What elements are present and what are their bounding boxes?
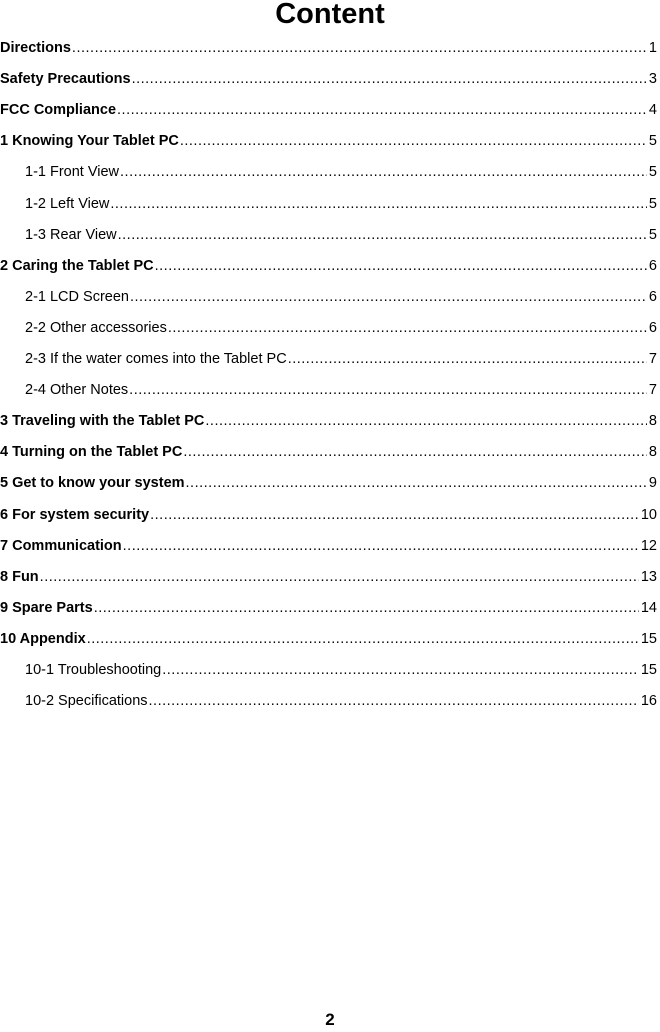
toc-entry-page: 5	[648, 164, 657, 181]
toc-entry-page: 7	[648, 382, 657, 399]
toc-entry-page: 3	[648, 71, 657, 88]
toc-entry[interactable]	[0, 468, 657, 492]
toc-entry-page: 8	[648, 413, 657, 430]
toc-entry-title: Safety Precautions	[0, 71, 131, 88]
toc-entry-title: 2-3 If the water comes into the Tablet PC	[25, 351, 287, 367]
toc-dot-leader	[130, 288, 647, 306]
toc-entry-page: 13	[640, 568, 657, 585]
toc-entry-page: 6	[648, 257, 657, 274]
toc-dot-leader	[180, 132, 647, 150]
toc-entry[interactable]	[0, 593, 657, 617]
toc-entry[interactable]	[0, 562, 657, 586]
toc-dot-leader	[162, 661, 639, 679]
toc-dot-leader	[117, 101, 647, 119]
toc-dot-leader	[150, 506, 639, 524]
toc-entry-title: 1-3 Rear View	[25, 226, 117, 243]
toc-entry[interactable]	[0, 220, 657, 244]
toc-entry-page: 5	[648, 195, 657, 212]
toc-dot-leader	[168, 319, 647, 337]
toc-entry-page: 15	[640, 662, 657, 678]
toc-entry-page: 7	[648, 351, 657, 367]
toc-entry[interactable]	[0, 33, 657, 57]
toc-entry-page: 5	[648, 133, 657, 150]
toc-entry-title: 1 Knowing Your Tablet PC	[0, 133, 179, 150]
toc-entry-title: 10-1 Troubleshooting	[25, 662, 162, 678]
toc-entry-title: Directions	[0, 40, 71, 56]
toc-dot-leader	[132, 70, 647, 88]
toc-entry-page: 10	[640, 506, 657, 523]
toc-entry-title: 1-2 Left View	[25, 195, 110, 212]
toc-entry-title: 8 Fun	[0, 568, 39, 585]
toc-entry[interactable]	[0, 437, 657, 461]
toc-dot-leader	[72, 39, 647, 57]
toc-dot-leader	[110, 195, 647, 213]
toc-dot-leader	[118, 226, 647, 244]
toc-entry-title: 2-1 LCD Screen	[25, 288, 129, 305]
toc-entry[interactable]	[0, 624, 657, 648]
toc-entry-page: 6	[648, 319, 657, 336]
toc-entry[interactable]	[0, 157, 657, 181]
toc-entry-title: 2-2 Other accessories	[25, 319, 167, 336]
toc-entry-title: 10-2 Specifications	[25, 693, 148, 710]
page-number: 2	[325, 1010, 335, 1029]
toc-entry[interactable]	[0, 282, 657, 306]
toc-dot-leader	[183, 443, 647, 461]
toc-dot-leader	[186, 474, 647, 492]
toc-dot-leader	[149, 692, 639, 710]
toc-entry-page: 15	[640, 630, 657, 647]
toc-dot-leader	[123, 537, 639, 555]
toc-entry[interactable]	[0, 406, 657, 430]
toc-entry-page: 8	[648, 444, 657, 461]
toc-dot-leader	[205, 412, 647, 430]
toc-entry[interactable]	[0, 531, 657, 555]
toc-dot-leader	[94, 599, 639, 617]
toc-dot-leader	[40, 568, 639, 586]
toc-entry[interactable]	[0, 251, 657, 275]
toc-dot-leader	[120, 163, 647, 181]
toc-entry-title: 4 Turning on the Tablet PC	[0, 444, 183, 461]
toc-entry[interactable]	[0, 189, 657, 213]
toc-entry[interactable]	[0, 686, 657, 710]
toc-entry-title: 5 Get to know your system	[0, 475, 185, 492]
toc-entry-page: 16	[640, 693, 657, 710]
page-title: Content	[275, 0, 385, 30]
toc-entry-title: 6 For system security	[0, 506, 150, 523]
toc-entry[interactable]	[0, 126, 657, 150]
toc-entry-title: 2 Caring the Tablet PC	[0, 257, 154, 274]
toc-entry-title: 9 Spare Parts	[0, 599, 93, 616]
toc-entry-title: 1-1 Front View	[25, 164, 120, 181]
toc-entry-page: 9	[648, 475, 657, 492]
toc-entry-page: 1	[648, 40, 657, 56]
toc-entry-title: FCC Compliance	[0, 102, 117, 119]
toc-entry-title: 7 Communication	[0, 537, 122, 554]
toc-dot-leader	[155, 257, 647, 275]
toc-entry-title: 10 Appendix	[0, 630, 86, 647]
toc-dot-leader	[288, 350, 647, 368]
toc-dot-leader	[87, 630, 639, 648]
toc-entry[interactable]	[0, 344, 657, 368]
toc-entry-page: 5	[648, 226, 657, 243]
toc-entry[interactable]	[0, 375, 657, 399]
toc-entry[interactable]	[0, 95, 657, 119]
toc-entry-title: 3 Traveling with the Tablet PC	[0, 413, 205, 430]
toc-entry-page: 14	[640, 599, 657, 616]
toc-entry-page: 12	[640, 537, 657, 554]
toc-entry[interactable]	[0, 64, 657, 88]
toc-entry-page: 4	[648, 102, 657, 119]
toc-entry[interactable]	[0, 313, 657, 337]
toc-entry[interactable]	[0, 655, 657, 679]
toc-entry-page: 6	[648, 288, 657, 305]
toc-dot-leader	[129, 381, 647, 399]
toc-entry[interactable]	[0, 500, 657, 524]
toc-entry-title: 2-4 Other Notes	[25, 382, 129, 399]
